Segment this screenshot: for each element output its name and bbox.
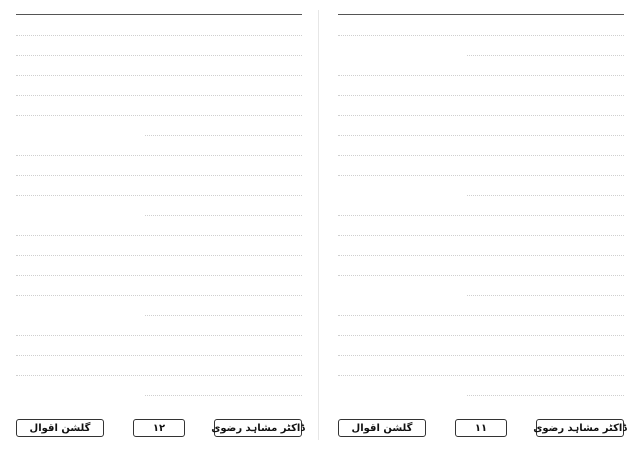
text-line	[338, 360, 624, 376]
text-line	[338, 20, 624, 36]
text-line	[16, 100, 302, 116]
text-line	[16, 180, 302, 196]
text-line	[338, 80, 624, 96]
footer-author: ڈاکٹر مشاہد رضوی	[536, 419, 624, 437]
text-line	[338, 160, 624, 176]
text-line	[16, 340, 302, 356]
footer-page-number: ۱۲	[133, 419, 185, 437]
text-line	[338, 300, 624, 316]
text-line	[16, 220, 302, 236]
text-line	[338, 320, 624, 336]
text-line	[338, 200, 624, 216]
page-footer	[16, 417, 305, 439]
top-rule	[16, 14, 302, 15]
text-line	[16, 280, 302, 296]
footer-author: ڈاکٹر مشاہد رضوی	[214, 419, 302, 437]
text-line	[16, 240, 302, 256]
text-line	[338, 220, 624, 236]
text-line	[16, 260, 302, 276]
text-line	[16, 160, 302, 176]
top-rule	[338, 14, 624, 15]
footer-page-number: ۱۱	[455, 419, 507, 437]
text-line	[467, 280, 624, 296]
footer-book-title: گلشن اقوال	[338, 419, 426, 437]
page-body	[338, 20, 624, 402]
text-line	[338, 60, 624, 76]
text-line	[338, 340, 624, 356]
left-page	[16, 14, 305, 439]
right-page	[338, 14, 627, 439]
footer-book-title: گلشن اقوال	[16, 419, 104, 437]
text-line	[467, 180, 624, 196]
text-line	[145, 120, 302, 136]
page-gutter	[318, 10, 319, 440]
page-body	[16, 20, 302, 402]
text-line	[16, 20, 302, 36]
text-line	[338, 120, 624, 136]
text-line	[338, 140, 624, 156]
text-line	[145, 200, 302, 216]
text-line	[16, 80, 302, 96]
text-line	[338, 100, 624, 116]
text-line	[338, 260, 624, 276]
text-line	[16, 60, 302, 76]
text-line	[145, 380, 302, 396]
text-line	[338, 240, 624, 256]
text-line	[467, 380, 624, 396]
text-line	[16, 140, 302, 156]
text-line	[467, 40, 624, 56]
text-line	[16, 360, 302, 376]
text-line	[16, 40, 302, 56]
text-line	[145, 300, 302, 316]
text-line	[16, 320, 302, 336]
page-footer	[338, 417, 627, 439]
